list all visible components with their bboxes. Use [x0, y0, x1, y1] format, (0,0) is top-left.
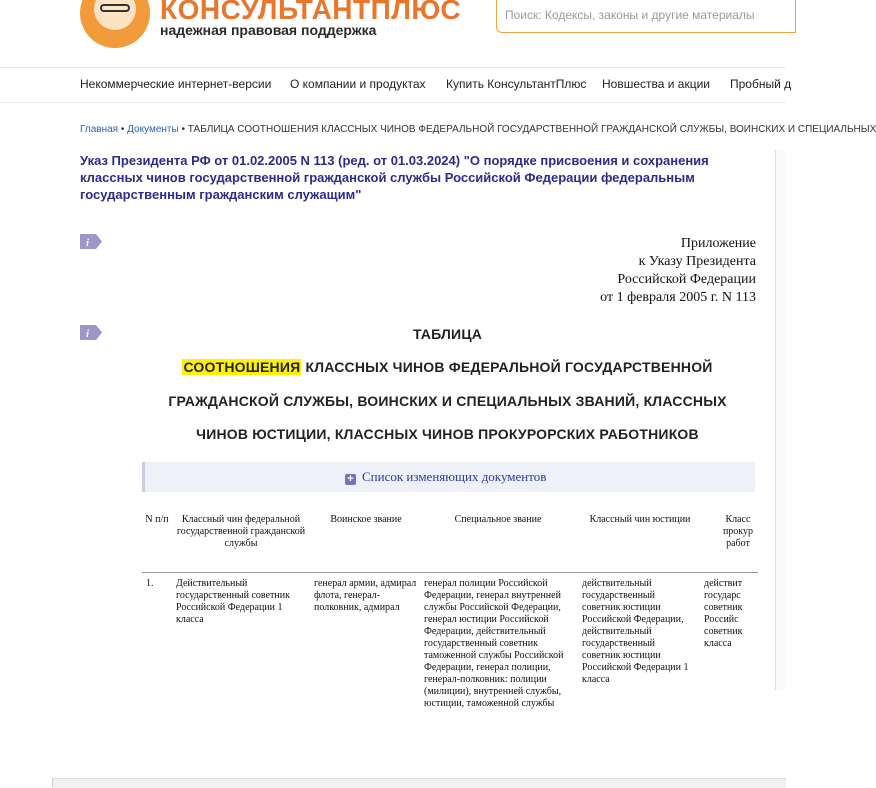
ranks-table: [142, 508, 758, 778]
appendix-line: Приложение: [680, 236, 756, 251]
nav-item-news[interactable]: Новшества и акции: [602, 77, 710, 91]
mascot-glasses: [100, 4, 130, 12]
search-input[interactable]: [497, 0, 785, 30]
table-divider: [142, 572, 758, 573]
info-icon[interactable]: [80, 325, 102, 340]
sidebar-edge: [775, 150, 786, 690]
table-heading-line-2: ГРАЖДАНСКОЙ СЛУЖБЫ, ВОИНСКИХ И СПЕЦИАЛЬНЫХ ЗВАНИЙ, КЛАССНЫХ: [168, 393, 727, 409]
changes-panel: [142, 462, 755, 492]
nav-item-trial[interactable]: Пробный д: [730, 77, 792, 91]
svg-text:i: i: [86, 237, 90, 249]
nav-item-buy[interactable]: Купить КонсультантПлюс: [446, 77, 587, 91]
cell-justice-rank: действительный государственный советник юстиции Российской Федерации, действительный государственный советник юстиции Российской Федерации 1 класса: [582, 578, 689, 685]
appendix-line: Российской Федерации: [617, 272, 756, 287]
document-title: Указ Президента РФ от 01.02.2005 N 113 (ред. от 01.03.2024) "О порядке присвоения и сохранения классных чинов государственной гражданской службы Российской Федерации федеральным государственным гражданским служащим": [80, 153, 709, 202]
svg-text:i: i: [86, 328, 90, 340]
row-number: 1.: [146, 578, 154, 589]
cell-military-rank: генерал армии, адмирал флота, генерал-полковник, адмирал: [314, 578, 417, 613]
breadcrumb-separator: •: [181, 124, 188, 135]
nav-item-about[interactable]: О компании и продуктах: [290, 77, 426, 91]
changes-list-button[interactable]: [345, 469, 546, 485]
logo-mascot-icon[interactable]: [80, 0, 150, 48]
appendix-note: [600, 235, 756, 307]
logo-subtitle: надежная правовая поддержка: [160, 22, 377, 38]
column-header-special-rank: Специальное звание: [454, 514, 542, 525]
plus-icon: +: [345, 474, 356, 485]
breadcrumb-current: ТАБЛИЦА СООТНОШЕНИЯ КЛАССНЫХ ЧИНОВ ФЕДЕРАЛЬНОЙ ГОСУДАРСТВЕННОЙ ГРАЖДАНСКОЙ СЛУЖБЫ, ВОИНСКИХ И СПЕЦИАЛЬНЫХ: [187, 124, 876, 135]
info-icon[interactable]: [80, 234, 102, 249]
breadcrumb-docs[interactable]: Документы: [127, 124, 179, 135]
appendix-line: к Указу Президента: [638, 254, 756, 269]
heading-text: КЛАССНЫХ ЧИНОВ ФЕДЕРАЛЬНОЙ ГОСУДАРСТВЕННОЙ: [301, 359, 713, 375]
logo-title[interactable]: КОНСУЛЬТАНТПЛЮС: [160, 0, 462, 25]
column-header-number: N п/п: [145, 514, 169, 525]
search-highlight: СООТНОШЕНИЯ: [183, 359, 301, 375]
cell-special-rank: генерал полиции Российской Федерации, генерал внутренней службы Российской Федерации, генерал юстиции Российской Федерации, действительный государственный советник таможенной службы Российской Федерации, генерал полиции, генерал-полковник: полиции (милиции), внутренней службы, юстиции, таможенной службы: [424, 578, 564, 709]
table-title: ТАБЛИЦА: [412, 326, 483, 342]
breadcrumb: [80, 124, 876, 135]
bottom-bar: [0, 778, 786, 788]
column-header-prosecutor-rank: Класс прокур работ: [722, 514, 754, 549]
breadcrumb-home[interactable]: Главная: [80, 124, 119, 135]
cell-prosecutor-rank: действит государс советник Российс советник класса: [704, 578, 743, 649]
column-header-justice-rank: Классный чин юстиции: [589, 514, 691, 525]
site-header: [0, 0, 786, 68]
column-header-military-rank: Воинское звание: [330, 514, 402, 525]
search-box[interactable]: [496, 0, 796, 33]
table-heading-line-3: ЧИНОВ ЮСТИЦИИ, КЛАССНЫХ ЧИНОВ ПРОКУРОРСКИХ РАБОТНИКОВ: [196, 426, 699, 442]
nav-item-noncommercial[interactable]: Некоммерческие интернет-версии: [80, 77, 272, 91]
cell-civil-rank: Действительный государственный советник Российской Федерации 1 класса: [176, 578, 290, 625]
column-header-civil-rank: Классный чин федеральной государственной гражданской службы: [176, 514, 306, 549]
bottom-tab[interactable]: [0, 778, 53, 787]
breadcrumb-separator: •: [120, 124, 128, 135]
appendix-line: от 1 февраля 2005 г. N 113: [600, 290, 756, 305]
changes-label: Список изменяющих документов: [362, 469, 547, 484]
main-nav: [0, 67, 792, 103]
table-heading-line-1: [140, 359, 755, 375]
